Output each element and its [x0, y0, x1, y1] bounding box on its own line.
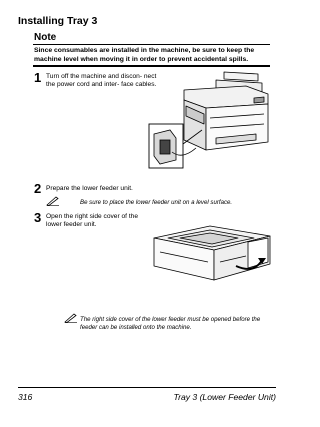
note-right-side-cover: The right side cover of the lower feeder must be opened before the feeder can be installed onto the machine. — [80, 316, 261, 331]
step-2-text: Prepare the lower feeder unit. — [46, 185, 133, 192]
note-heading: Note — [34, 32, 57, 43]
note-text: Since consumables are installed in the machine, be sure to keep the machine level when moving it in order to prevent accidental spills. — [34, 47, 255, 63]
note-level-surface: Be sure to place the lower feeder unit on a level surface. — [80, 199, 233, 206]
printer-illustration — [146, 68, 272, 178]
section-title: Tray 3 (Lower Feeder Unit) — [173, 392, 276, 402]
feeder-unit-illustration — [150, 222, 274, 288]
footer-rule — [18, 387, 276, 388]
note-pencil-icon — [46, 196, 60, 206]
step-1-text: Turn off the machine and discon- nect the power cord and inter- face cables. — [46, 73, 157, 89]
note-top-rule — [33, 44, 270, 45]
note-pencil-icon — [64, 313, 78, 323]
step-3-text: Open the right side cover of the lower feeder unit. — [46, 213, 139, 229]
page-number: 316 — [18, 392, 33, 402]
step-2-number: 2 — [34, 181, 42, 196]
note-bottom-rule — [33, 65, 270, 67]
step-3-number: 3 — [34, 210, 42, 225]
page-title: Installing Tray 3 — [18, 15, 98, 27]
step-1-number: 1 — [34, 70, 42, 85]
